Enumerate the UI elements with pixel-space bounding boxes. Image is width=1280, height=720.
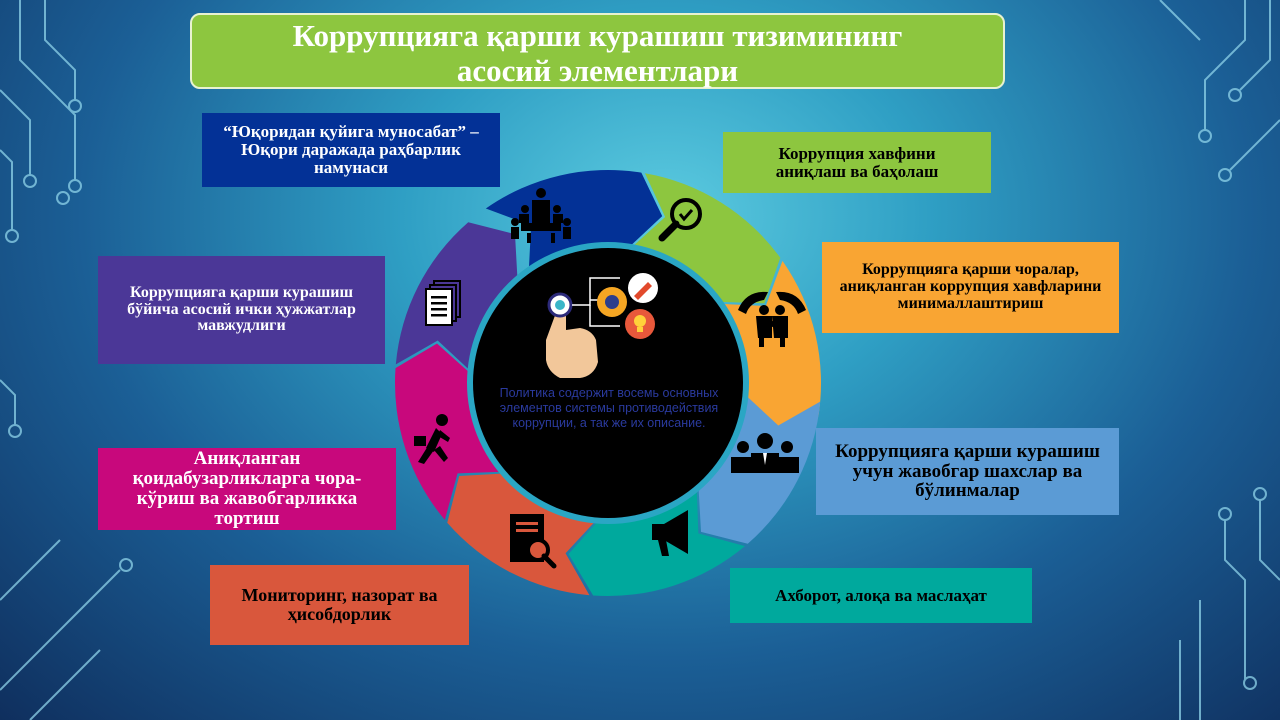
element-label-countermeasures: Коррупцияга қарши чоралар, аниқланган коррупция хавфларини минималлаштириш (839, 261, 1102, 312)
element-label-violations: Аниқланган қоидабузарликларга чора-кўриш ва жавобгарликка тортиш (132, 448, 362, 529)
element-box-violations (98, 448, 396, 530)
element-label-monitoring: Мониторинг, назорат ва ҳисобдорлик (241, 585, 438, 624)
element-label-top-down: “Юқоридан қуйига муносабат” – Юқори даражада раҳбарлик намунаси (223, 122, 479, 177)
lightbulb-icon (625, 309, 655, 339)
title-line-1: Коррупцияга қарши курашиш тизимининг (292, 18, 903, 53)
element-label-communication: Ахборот, алоқа ва маслаҳат (775, 585, 987, 605)
element-label-risk-assessment: Коррупция хавфини аниқлаш ва баҳолаш (775, 143, 939, 181)
element-box-internal-documents (98, 256, 385, 364)
title-line-2: асосий элементлари (456, 53, 739, 88)
rocket-icon (628, 273, 658, 303)
gear-icon (597, 287, 627, 317)
element-box-top-down (202, 113, 500, 187)
element-box-communication (730, 568, 1032, 623)
element-label-internal-documents: Коррупцияга қарши курашиш бўйича асосий ички ҳужжатлар мавжудлиги (127, 283, 356, 335)
element-box-monitoring (210, 565, 469, 645)
element-label-responsible-persons: Коррупцияга қарши курашиш учун жавобгар шахслар ва бўлинмалар (835, 440, 1100, 502)
center-description: Политика содержит восемь основных элементов системы противодействия коррупции, а так же их описание. (499, 386, 719, 430)
element-box-risk-assessment (723, 132, 991, 193)
element-box-countermeasures (822, 242, 1119, 333)
element-box-responsible-persons (816, 428, 1119, 515)
